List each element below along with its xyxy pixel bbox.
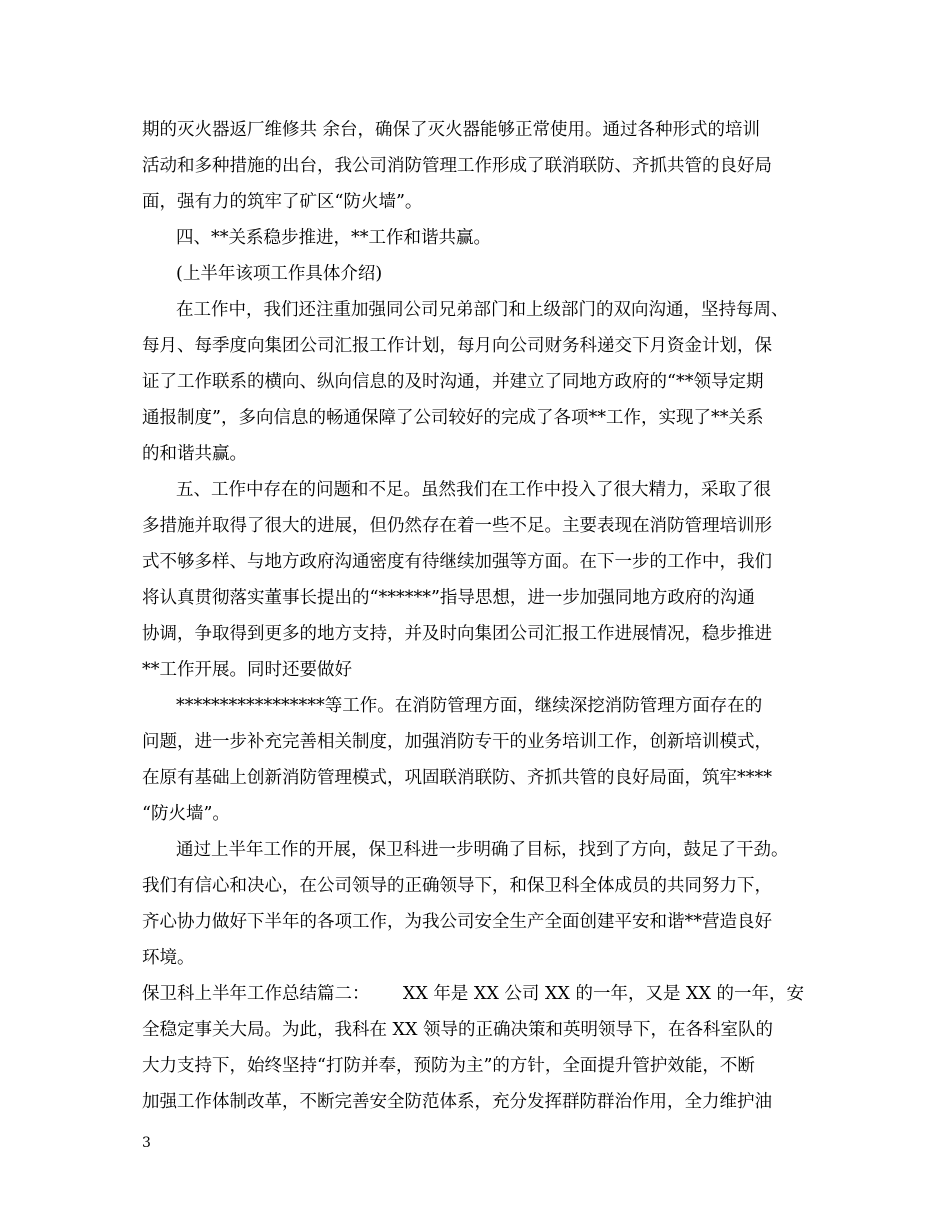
- text-line: 将认真贯彻落实董事长提出的“******”指导思想，进一步加强同地方政府的沟通: [142, 588, 755, 608]
- text-line: 齐心协力做好下半年的各项工作，为我公司安全生产全面创建平安和谐**营造良好: [142, 912, 772, 932]
- text-line: 大力支持下，始终坚持“打防并奉，预防为主”的方针，全面提升管护效能，不断: [142, 1056, 755, 1076]
- text-line: 期的灭火器返厂维修共 余台，确保了灭火器能够正常使用。通过各种形式的培训: [142, 120, 761, 140]
- text-line: 证了工作联系的横向、纵向信息的及时沟通，并建立了同地方政府的“**领导定期: [142, 372, 764, 392]
- text-line: 保卫科上半年工作总结篇二： XX 年是 XX 公司 XX 的一年，又是 XX 的一年，安: [142, 984, 804, 1004]
- text-line: 全稳定事关大局。为此，我科在 XX 领导的正确决策和英明领导下，在各科室队的: [142, 1020, 774, 1040]
- text-line: 多措施并取得了很大的进展，但仍然存在着一些不足。主要表现在消防管理培训形: [142, 516, 772, 536]
- text-line: 在工作中，我们还注重加强同公司兄弟部门和上级部门的双向沟通，坚持每周、: [176, 300, 789, 320]
- text-line: 活动和多种措施的出台，我公司消防管理工作形成了联消联防、齐抓共管的良好局: [142, 156, 772, 176]
- text-line: 的和谐共赢。: [142, 444, 247, 464]
- text-line: 在原有基础上创新消防管理模式，巩固联消联防、齐抓共管的良好局面，筑牢****: [142, 768, 772, 788]
- section-heading: 四、**关系稳步推进，**工作和谐共赢。: [176, 228, 491, 248]
- page-number: 3: [142, 1135, 151, 1151]
- text-line: 通报制度”，多向信息的畅通保障了公司较好的完成了各项**工作，实现了**关系: [142, 408, 764, 428]
- text-line: (上半年该项工作具体介绍): [176, 264, 383, 284]
- text-line: 通过上半年工作的开展，保卫科进一步明确了目标，找到了方向，鼓足了干劲。: [176, 840, 789, 860]
- text-line: 每月、每季度向集团公司汇报工作计划，每月向公司财务科递交下月资金计划，保: [142, 336, 772, 356]
- text-line: 环境。: [142, 948, 195, 968]
- text-line: 我们有信心和决心，在公司领导的正确领导下，和保卫科全体成员的共同努力下，: [142, 876, 772, 896]
- text-line: 加强工作体制改革，不断完善安全防范体系，充分发挥群防群治作用，全力维护油: [142, 1092, 772, 1112]
- text-line: 式不够多样、与地方政府沟通密度有待继续加强等方面。在下一步的工作中，我们: [142, 552, 772, 572]
- text-line: “防火墙”。: [142, 804, 230, 824]
- text-line: 问题，进一步补充完善相关制度，加强消防专干的业务培训工作，创新培训模式，: [142, 732, 772, 752]
- text-line: 协调，争取得到更多的地方支持，并及时向集团公司汇报工作进展情况，稳步推进: [142, 624, 772, 644]
- section-heading: 五、工作中存在的问题和不足。虽然我们在工作中投入了很大精力，采取了很: [176, 480, 771, 500]
- text-line: **工作开展。同时还要做好: [142, 660, 352, 680]
- text-line: *****************等工作。在消防管理方面，继续深挖消防管理方面存在的: [176, 696, 763, 716]
- text-line: 面，强有力的筑牢了矿区“防火墙”。: [142, 192, 423, 212]
